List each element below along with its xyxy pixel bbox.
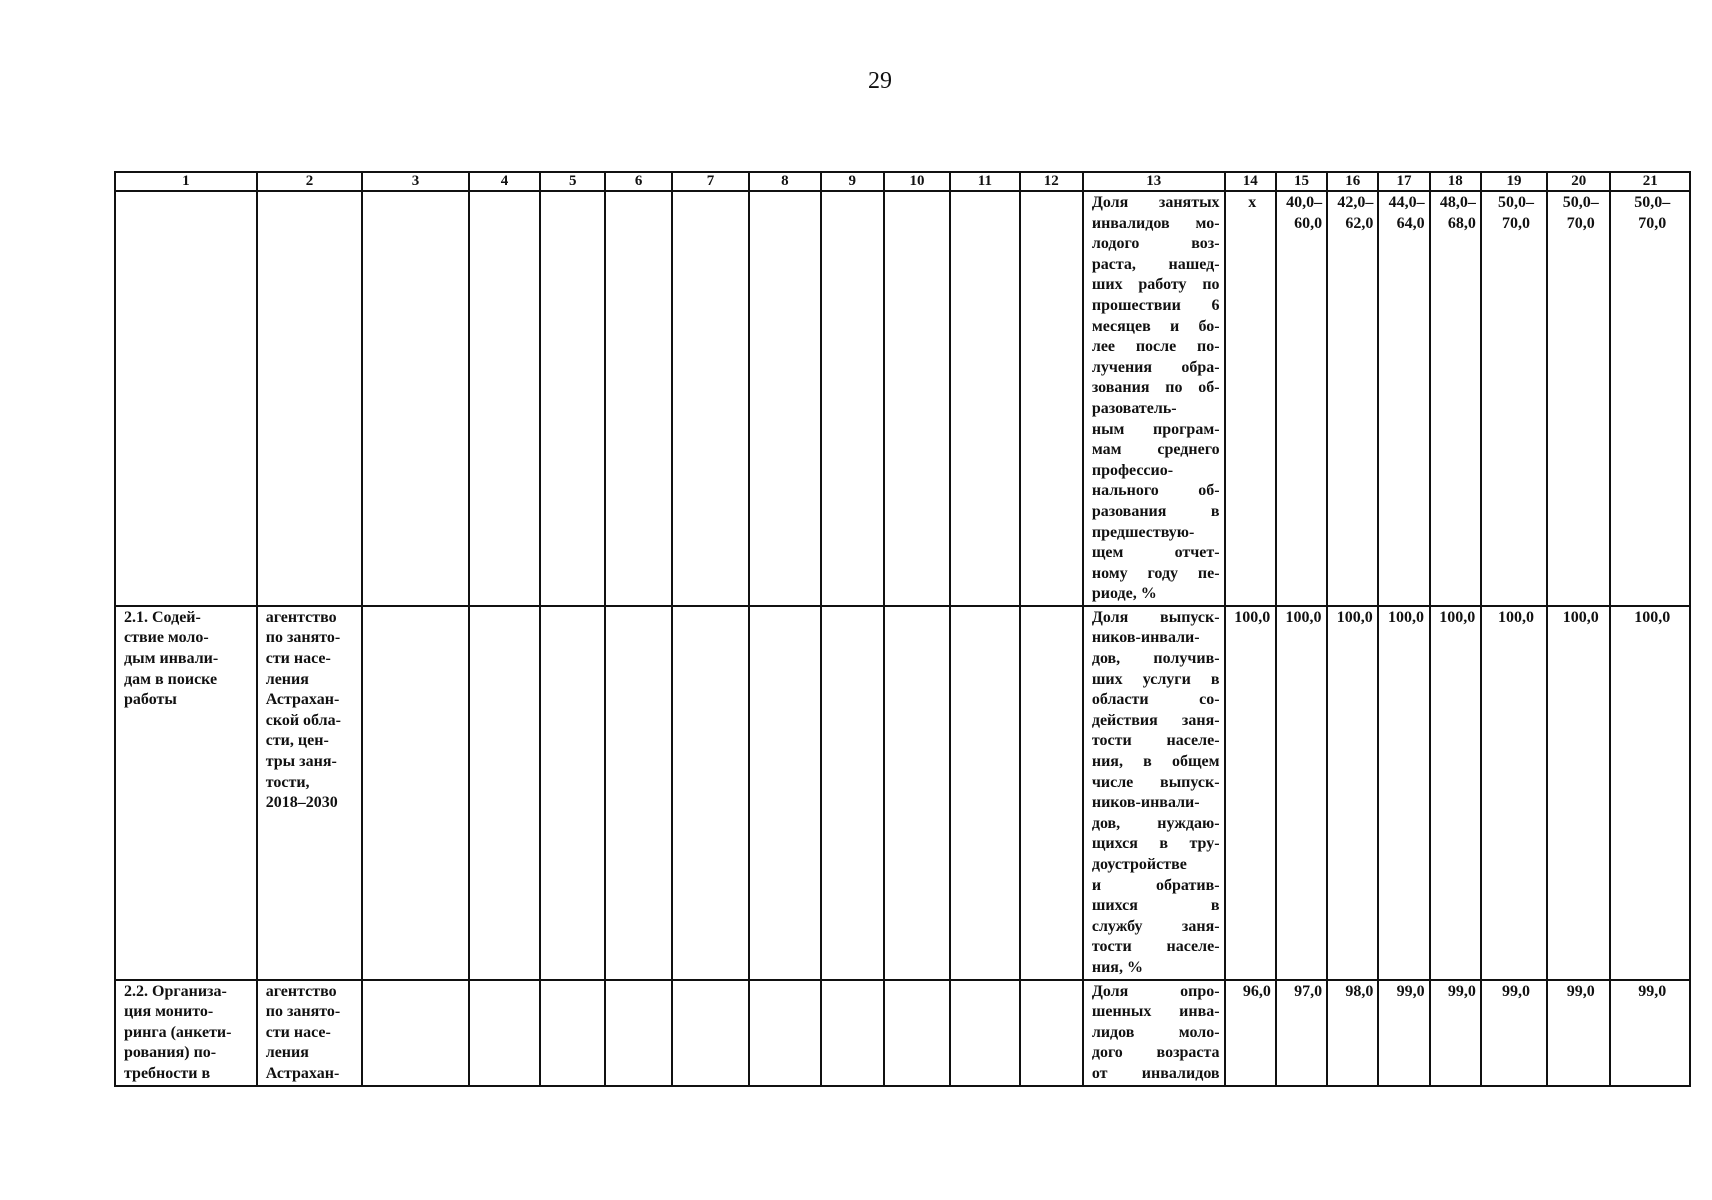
cell-line: лидов моло-: [1091, 1023, 1220, 1041]
cell-measure: [115, 980, 257, 1086]
cell-line: предшествую-: [1091, 523, 1195, 541]
cell-line: 50,0–: [1497, 194, 1534, 211]
cell-line: области со-: [1091, 691, 1220, 709]
cell-line: лее после по-: [1091, 338, 1220, 356]
cell-line: профессио-: [1091, 461, 1174, 479]
column-number-8: 8: [749, 172, 820, 191]
cell-line: требности в: [124, 1064, 211, 1082]
column-number-5: 5: [540, 172, 605, 191]
cell-line: дам в поиске: [124, 670, 218, 688]
page-number: 29: [868, 68, 892, 94]
cell-line: Астрахан-: [265, 1064, 340, 1082]
cell-line: ния, в общем: [1091, 753, 1220, 771]
cell-line: ления: [265, 670, 309, 688]
cell-value-col15: [1276, 606, 1327, 980]
cell-line: лодого воз-: [1091, 235, 1220, 253]
column-number-15: 15: [1276, 172, 1327, 191]
cell-line: нального об-: [1091, 482, 1220, 500]
column-number-21: 21: [1610, 172, 1690, 191]
cell-value-col17: [1378, 606, 1429, 980]
cell-line: доустройстве: [1091, 856, 1187, 873]
cell-line: ших работу по: [1091, 276, 1220, 294]
cell-line: 60,0: [1294, 214, 1323, 232]
cell-empty: [821, 980, 884, 1086]
cell-line: по занято-: [265, 1003, 341, 1021]
cell-value-col17: [1378, 980, 1429, 1086]
column-number-12: 12: [1020, 172, 1083, 191]
cell-line: сти насе-: [265, 650, 331, 668]
cell-value-col21: [1610, 191, 1690, 606]
cell-line: действия заня-: [1091, 711, 1220, 729]
cell-empty: [540, 606, 605, 980]
cell-empty: [884, 980, 950, 1086]
cell-line: и обратив-: [1091, 876, 1220, 894]
cell-line: ствие моло-: [124, 629, 209, 647]
cell-line: рования) по-: [124, 1044, 217, 1062]
cell-line: дого возраста: [1091, 1044, 1220, 1062]
cell-empty: [1020, 191, 1083, 606]
cell-line: 70,0: [1566, 214, 1595, 232]
cell-indicator: [1083, 191, 1225, 606]
cell-empty: [749, 980, 820, 1086]
cell-line: 100,0: [1234, 608, 1271, 626]
cell-empty: [469, 980, 540, 1086]
cell-value-col16: [1327, 606, 1378, 980]
table-row: [115, 980, 1690, 1086]
column-number-10: 10: [884, 172, 950, 191]
table-row: [115, 191, 1690, 606]
cell-line: тры заня-: [265, 753, 337, 771]
cell-line: ской обла-: [265, 711, 341, 729]
cell-line: 100,0: [1497, 608, 1534, 626]
cell-value-col14: [1225, 606, 1276, 980]
cell-empty: [605, 980, 671, 1086]
cell-line: 70,0: [1638, 214, 1667, 232]
cell-line: дов, получив-: [1091, 650, 1220, 668]
cell-line: агентство: [265, 982, 337, 1000]
cell-empty: [469, 191, 540, 606]
cell-line: риоде, %: [1091, 585, 1157, 603]
cell-line: 100,0: [1387, 608, 1424, 626]
cell-line: щем отчет-: [1091, 544, 1220, 562]
cell-value-col18: [1430, 980, 1481, 1086]
cell-value-col21: [1610, 980, 1690, 1086]
cell-line: 99,0: [1501, 982, 1530, 1000]
cell-empty: [540, 980, 605, 1086]
table-row: [115, 606, 1690, 980]
cell-line: агентство: [265, 608, 337, 626]
cell-line: 50,0–: [1562, 194, 1599, 211]
cell-value-col16: [1327, 980, 1378, 1086]
cell-line: 2.2. Организа-: [124, 982, 227, 1000]
cell-line: тости населе-: [1091, 732, 1220, 750]
cell-empty: [605, 191, 671, 606]
column-number-13: 13: [1083, 172, 1225, 191]
cell-line: 99,0: [1447, 982, 1476, 1000]
cell-empty: [1020, 980, 1083, 1086]
cell-empty: [672, 980, 749, 1086]
cell-line: шенных инва-: [1091, 1003, 1220, 1021]
cell-line: месяцев и бо-: [1091, 317, 1220, 335]
cell-line: ция монито-: [124, 1003, 214, 1021]
cell-empty: [469, 606, 540, 980]
column-number-3: 3: [362, 172, 469, 191]
column-number-19: 19: [1481, 172, 1547, 191]
cell-line: сти насе-: [265, 1023, 331, 1041]
cell-value-col21: [1610, 606, 1690, 980]
cell-line: 68,0: [1447, 214, 1476, 232]
column-number-6: 6: [605, 172, 671, 191]
cell-line: 98,0: [1345, 982, 1374, 1000]
cell-line: от инвалидов: [1091, 1064, 1220, 1082]
cell-line: ринга (анкети-: [124, 1023, 232, 1041]
cell-empty: [749, 191, 820, 606]
column-number-16: 16: [1327, 172, 1378, 191]
cell-line: 2.1. Содей-: [124, 608, 201, 626]
cell-line: 99,0: [1566, 982, 1595, 1000]
column-number-1: 1: [115, 172, 257, 191]
cell-line: разования в: [1091, 502, 1220, 520]
cell-value-col14: [1225, 980, 1276, 1086]
cell-measure: [115, 191, 257, 606]
cell-line: Доля занятых: [1091, 194, 1220, 211]
column-number-17: 17: [1378, 172, 1429, 191]
cell-value-col18: [1430, 191, 1481, 606]
cell-line: шихся в: [1091, 897, 1220, 915]
column-number-7: 7: [672, 172, 749, 191]
cell-empty: [1020, 606, 1083, 980]
cell-value-col20: [1547, 606, 1610, 980]
cell-empty: [749, 606, 820, 980]
cell-line: ников-инвали-: [1091, 629, 1200, 647]
cell-empty: [950, 606, 1019, 980]
cell-line: 70,0: [1501, 214, 1530, 232]
cell-value-col15: [1276, 191, 1327, 606]
cell-empty: [362, 606, 469, 980]
column-number-2: 2: [257, 172, 363, 191]
cell-empty: [821, 606, 884, 980]
cell-line: x: [1248, 194, 1257, 211]
cell-value-col20: [1547, 191, 1610, 606]
cell-indicator: [1083, 980, 1225, 1086]
cell-line: ления: [265, 1044, 309, 1062]
cell-value-col19: [1481, 980, 1547, 1086]
cell-line: ному году пе-: [1091, 564, 1220, 582]
cell-line: службу заня-: [1091, 917, 1220, 935]
cell-line: мам среднего: [1091, 441, 1220, 459]
cell-executor: [257, 980, 363, 1086]
cell-line: 99,0: [1638, 982, 1667, 1000]
cell-value-col19: [1481, 191, 1547, 606]
cell-line: 42,0–: [1337, 194, 1374, 211]
cell-value-col14: [1225, 191, 1276, 606]
cell-empty: [821, 191, 884, 606]
cell-empty: [605, 606, 671, 980]
cell-line: ших услуги в: [1091, 670, 1220, 688]
cell-line: 48,0–: [1439, 194, 1476, 211]
cell-line: 99,0: [1396, 982, 1425, 1000]
cell-value-col16: [1327, 191, 1378, 606]
cell-line: ников-инвали-: [1091, 794, 1200, 812]
cell-value-col18: [1430, 606, 1481, 980]
cell-line: лучения обра-: [1091, 358, 1220, 376]
cell-line: 100,0: [1285, 608, 1322, 626]
cell-empty: [950, 980, 1019, 1086]
column-number-row: [115, 172, 1690, 191]
cell-line: раста, нашед-: [1091, 255, 1220, 273]
cell-line: ным програм-: [1091, 420, 1220, 438]
cell-line: 100,0: [1562, 608, 1599, 626]
cell-line: по занято-: [265, 629, 341, 647]
cell-line: 40,0–: [1286, 194, 1323, 211]
indicator-table: [114, 171, 1691, 1087]
cell-line: 2018–2030: [265, 794, 338, 812]
cell-line: зования по об-: [1091, 379, 1220, 397]
cell-value-col19: [1481, 606, 1547, 980]
cell-empty: [950, 191, 1019, 606]
cell-line: инвалидов мо-: [1091, 214, 1220, 232]
cell-line: Доля выпуск-: [1091, 608, 1220, 626]
cell-value-col17: [1378, 191, 1429, 606]
cell-measure: [115, 606, 257, 980]
cell-line: тости,: [265, 773, 310, 791]
cell-line: 100,0: [1336, 608, 1373, 626]
cell-indicator: [1083, 606, 1225, 980]
cell-line: прошествии 6: [1091, 296, 1220, 314]
column-number-4: 4: [469, 172, 540, 191]
cell-line: разователь-: [1091, 399, 1177, 417]
cell-empty: [362, 980, 469, 1086]
cell-line: 100,0: [1634, 608, 1671, 626]
cell-line: дов, нуждаю-: [1091, 814, 1220, 832]
column-number-9: 9: [821, 172, 884, 191]
cell-line: Астрахан-: [265, 691, 340, 709]
cell-empty: [540, 191, 605, 606]
cell-line: 96,0: [1242, 982, 1271, 1000]
cell-line: тости населе-: [1091, 938, 1220, 956]
cell-empty: [672, 606, 749, 980]
cell-value-col20: [1547, 980, 1610, 1086]
cell-executor: [257, 606, 363, 980]
cell-executor: [257, 191, 363, 606]
column-number-11: 11: [950, 172, 1019, 191]
cell-line: 97,0: [1294, 982, 1323, 1000]
cell-line: числе выпуск-: [1091, 773, 1220, 791]
cell-line: 62,0: [1345, 214, 1374, 232]
cell-line: сти, цен-: [265, 732, 329, 750]
cell-value-col15: [1276, 980, 1327, 1086]
cell-empty: [672, 191, 749, 606]
cell-empty: [362, 191, 469, 606]
cell-line: 64,0: [1396, 214, 1425, 232]
cell-line: Доля опро-: [1091, 982, 1220, 1000]
cell-empty: [884, 191, 950, 606]
cell-line: дым инвали-: [124, 650, 219, 668]
cell-line: 44,0–: [1388, 194, 1425, 211]
cell-line: ния, %: [1091, 958, 1143, 976]
cell-empty: [884, 606, 950, 980]
cell-line: 100,0: [1439, 608, 1476, 626]
cell-line: 50,0–: [1634, 194, 1671, 211]
column-number-18: 18: [1430, 172, 1481, 191]
column-number-20: 20: [1547, 172, 1610, 191]
cell-line: работы: [124, 691, 177, 709]
column-number-14: 14: [1225, 172, 1276, 191]
cell-line: щихся в тру-: [1091, 835, 1220, 853]
